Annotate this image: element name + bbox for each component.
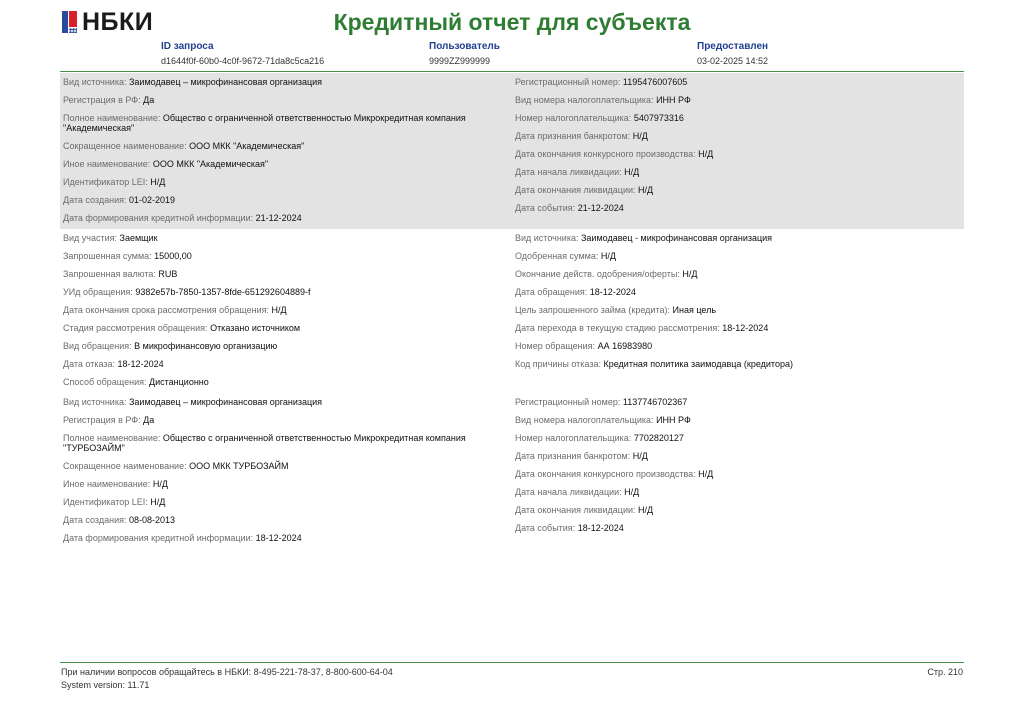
report-section xyxy=(60,73,964,229)
section-column-right xyxy=(512,393,964,549)
field-value: ООО МКК ТУРБОЗАЙМ xyxy=(189,461,289,471)
field-label: Вид номера налогоплательщика: xyxy=(515,95,654,105)
field-label: Дата создания: xyxy=(63,515,127,525)
field-value: Кредитная политика заимодавца (кредитора) xyxy=(603,359,793,369)
field-value: АА 16983980 xyxy=(597,341,653,351)
field-label: Дата признания банкротом: xyxy=(515,131,631,141)
field-row xyxy=(512,521,964,539)
field-row xyxy=(60,513,512,531)
field-label: Номер налогоплательщика: xyxy=(515,113,632,123)
field-row xyxy=(512,183,964,201)
field-row xyxy=(60,375,512,393)
report-section xyxy=(60,393,964,549)
field-value: 21-12-2024 xyxy=(577,203,624,213)
field-label: Дата признания банкротом: xyxy=(515,451,631,461)
field-value: Н/Д xyxy=(150,497,166,507)
user-label: Пользователь xyxy=(429,41,500,52)
field-row xyxy=(512,267,964,285)
field-value: 21-12-2024 xyxy=(255,213,302,223)
field-row xyxy=(60,357,512,375)
field-row xyxy=(60,211,512,229)
field-label: Дата создания: xyxy=(63,195,127,205)
field-value: Н/Д xyxy=(624,487,640,497)
field-label: Вид участия: xyxy=(63,233,117,243)
field-label: Сокращенное наименование: xyxy=(63,141,187,151)
field-row xyxy=(60,321,512,339)
field-value: 18-12-2024 xyxy=(589,287,636,297)
field-value: Общество с ограниченной ответственностью Микрокредитная компания "ТУРБОЗАЙМ" xyxy=(63,433,466,453)
field-label: Иное наименование: xyxy=(63,479,151,489)
field-row xyxy=(60,431,512,459)
field-row xyxy=(60,531,512,549)
field-row xyxy=(60,303,512,321)
field-label: Запрошенная сумма: xyxy=(63,251,152,261)
field-label: Полное наименование: xyxy=(63,113,161,123)
field-row xyxy=(512,303,964,321)
field-row xyxy=(60,495,512,513)
request-id-value: d1644f0f-60b0-4c0f-9672-71da8c5ca216 xyxy=(161,56,325,66)
field-row xyxy=(512,75,964,93)
field-label: Дата формирования кредитной информации: xyxy=(63,213,254,223)
field-value: Н/Д xyxy=(624,167,640,177)
field-row xyxy=(512,93,964,111)
field-label: Одобренная сумма: xyxy=(515,251,599,261)
field-row xyxy=(60,477,512,495)
field-label: Цель запрошенного займа (кредита): xyxy=(515,305,670,315)
field-row xyxy=(512,413,964,431)
section-column-right xyxy=(512,229,964,393)
field-value: Иная цель xyxy=(672,305,717,315)
field-label: Дата окончания ликвидации: xyxy=(515,505,636,515)
field-row xyxy=(512,339,964,357)
field-row xyxy=(60,75,512,93)
field-value: Да xyxy=(143,415,155,425)
field-row xyxy=(60,193,512,211)
field-value: Общество с ограниченной ответственностью Микрокредитная компания "Академическая" xyxy=(63,113,466,133)
field-label: Дата перехода в текущую стадию рассмотрения: xyxy=(515,323,720,333)
field-row xyxy=(60,285,512,303)
field-value: ИНН РФ xyxy=(656,95,691,105)
field-value: 08-08-2013 xyxy=(129,515,176,525)
field-value: ООО МКК "Академическая" xyxy=(152,159,269,169)
field-value: Заимодавец - микрофинансовая организация xyxy=(580,233,773,243)
logo-text: НБКИ xyxy=(82,8,154,36)
field-label: Номер обращения: xyxy=(515,341,596,351)
field-value: Заимодавец – микрофинансовая организация xyxy=(128,397,323,407)
field-label: Вид источника: xyxy=(63,77,127,87)
field-value: 15000,00 xyxy=(154,251,192,261)
field-row xyxy=(60,459,512,477)
field-label: Вид номера налогоплательщика: xyxy=(515,415,654,425)
section-column-left xyxy=(60,393,512,549)
request-id-label: ID запроса xyxy=(161,41,214,52)
footer-divider xyxy=(60,662,964,663)
field-row xyxy=(512,395,964,413)
field-label: Окончание действ. одобрения/оферты: xyxy=(515,269,680,279)
field-label: Код причины отказа: xyxy=(515,359,601,369)
field-label: Дата окончания срока рассмотрения обращения: xyxy=(63,305,270,315)
field-value: 18-12-2024 xyxy=(117,359,164,369)
field-row xyxy=(512,431,964,449)
field-row xyxy=(60,111,512,139)
field-row xyxy=(512,249,964,267)
field-label: Вид источника: xyxy=(63,397,127,407)
field-label: Дата события: xyxy=(515,203,576,213)
field-row xyxy=(512,285,964,303)
field-label: Регистрация в РФ: xyxy=(63,95,141,105)
field-value: ИНН РФ xyxy=(656,415,691,425)
field-label: Вид обращения: xyxy=(63,341,132,351)
provided-value: 03-02-2025 14:52 xyxy=(697,56,769,66)
field-label: Дата окончания конкурсного производства: xyxy=(515,469,696,479)
field-value: 9382e57b-7850-1357-8fde-651292604889-f xyxy=(135,287,311,297)
field-row xyxy=(512,111,964,129)
field-label: Дата события: xyxy=(515,523,576,533)
field-row xyxy=(60,175,512,193)
field-row xyxy=(60,157,512,175)
field-value: 1195476007605 xyxy=(622,77,688,87)
field-value: Дистанционно xyxy=(149,377,209,387)
field-value: 5407973316 xyxy=(633,113,684,123)
field-value: Н/Д xyxy=(271,305,287,315)
field-value: 18-12-2024 xyxy=(577,523,624,533)
section-column-left xyxy=(60,229,512,393)
field-value: 01-02-2019 xyxy=(129,195,176,205)
field-label: Полное наименование: xyxy=(63,433,161,443)
provided-label: Предоставлен xyxy=(697,41,769,52)
field-value: Н/Д xyxy=(682,269,698,279)
field-label: Сокращенное наименование: xyxy=(63,461,187,471)
field-row xyxy=(60,413,512,431)
field-value: RUB xyxy=(158,269,178,279)
field-row xyxy=(512,467,964,485)
field-row xyxy=(512,321,964,339)
field-row xyxy=(512,201,964,219)
field-label: Регистрация в РФ: xyxy=(63,415,141,425)
section-column-right xyxy=(512,73,964,229)
field-row xyxy=(60,93,512,111)
field-row xyxy=(60,395,512,413)
field-label: Номер налогоплательщика: xyxy=(515,433,632,443)
section-column-left xyxy=(60,73,512,229)
field-row xyxy=(60,249,512,267)
field-label: Дата начала ликвидации: xyxy=(515,167,622,177)
field-row xyxy=(512,147,964,165)
field-value: Н/Д xyxy=(600,251,616,261)
field-value: В микрофинансовую организацию xyxy=(134,341,278,351)
field-label: Идентификатор LEI: xyxy=(63,177,148,187)
report-content xyxy=(60,73,964,549)
field-label: Вид источника: xyxy=(515,233,579,243)
field-label: Дата формирования кредитной информации: xyxy=(63,533,254,543)
field-row xyxy=(512,503,964,521)
field-label: Дата обращения: xyxy=(515,287,588,297)
field-row xyxy=(60,139,512,157)
field-label: Дата начала ликвидации: xyxy=(515,487,622,497)
field-value: Н/Д xyxy=(698,469,714,479)
field-row xyxy=(512,129,964,147)
field-value: Заемщик xyxy=(119,233,158,243)
field-value: Заимодавец – микрофинансовая организация xyxy=(128,77,323,87)
field-label: Идентификатор LEI: xyxy=(63,497,148,507)
field-value: 7702820127 xyxy=(633,433,684,443)
field-value: Н/Д xyxy=(638,185,654,195)
field-value: Отказано источником xyxy=(210,323,301,333)
field-label: Регистрационный номер: xyxy=(515,77,621,87)
footer-version: System version: 11.71 xyxy=(61,680,150,690)
field-label: Дата окончания конкурсного производства: xyxy=(515,149,696,159)
field-value: Н/Д xyxy=(632,131,648,141)
field-row xyxy=(512,449,964,467)
field-value: ООО МКК "Академическая" xyxy=(189,141,305,151)
report-title: Кредитный отчет для субъекта xyxy=(333,9,691,35)
field-value: 18-12-2024 xyxy=(255,533,302,543)
field-value: Да xyxy=(143,95,155,105)
field-label: Регистрационный номер: xyxy=(515,397,621,407)
field-value: Н/Д xyxy=(638,505,654,515)
field-label: Способ обращения: xyxy=(63,377,147,387)
field-label: УИд обращения: xyxy=(63,287,133,297)
field-row xyxy=(60,267,512,285)
field-label: Иное наименование: xyxy=(63,159,151,169)
user-value: 9999ZZ999999 xyxy=(429,56,491,66)
field-value: Н/Д xyxy=(698,149,714,159)
field-row xyxy=(60,339,512,357)
field-row xyxy=(60,231,512,249)
field-row xyxy=(512,165,964,183)
field-value: 18-12-2024 xyxy=(722,323,769,333)
field-value: Н/Д xyxy=(150,177,166,187)
page-number: Стр. 210 xyxy=(927,667,963,677)
field-row xyxy=(512,231,964,249)
report-section xyxy=(60,229,964,393)
footer-contact: При наличии вопросов обращайтесь в НБКИ: 8-495-221-78-37, 8-800-600-64-04 xyxy=(61,667,393,677)
field-label: Дата отказа: xyxy=(63,359,116,369)
field-row xyxy=(512,357,964,375)
field-value: 1137746702367 xyxy=(622,397,688,407)
header-divider xyxy=(60,71,964,72)
field-label: Стадия рассмотрения обращения: xyxy=(63,323,208,333)
field-value: Н/Д xyxy=(152,479,168,489)
field-label: Запрошенная валюта: xyxy=(63,269,156,279)
field-row xyxy=(512,485,964,503)
field-label: Дата окончания ликвидации: xyxy=(515,185,636,195)
field-value: Н/Д xyxy=(632,451,648,461)
